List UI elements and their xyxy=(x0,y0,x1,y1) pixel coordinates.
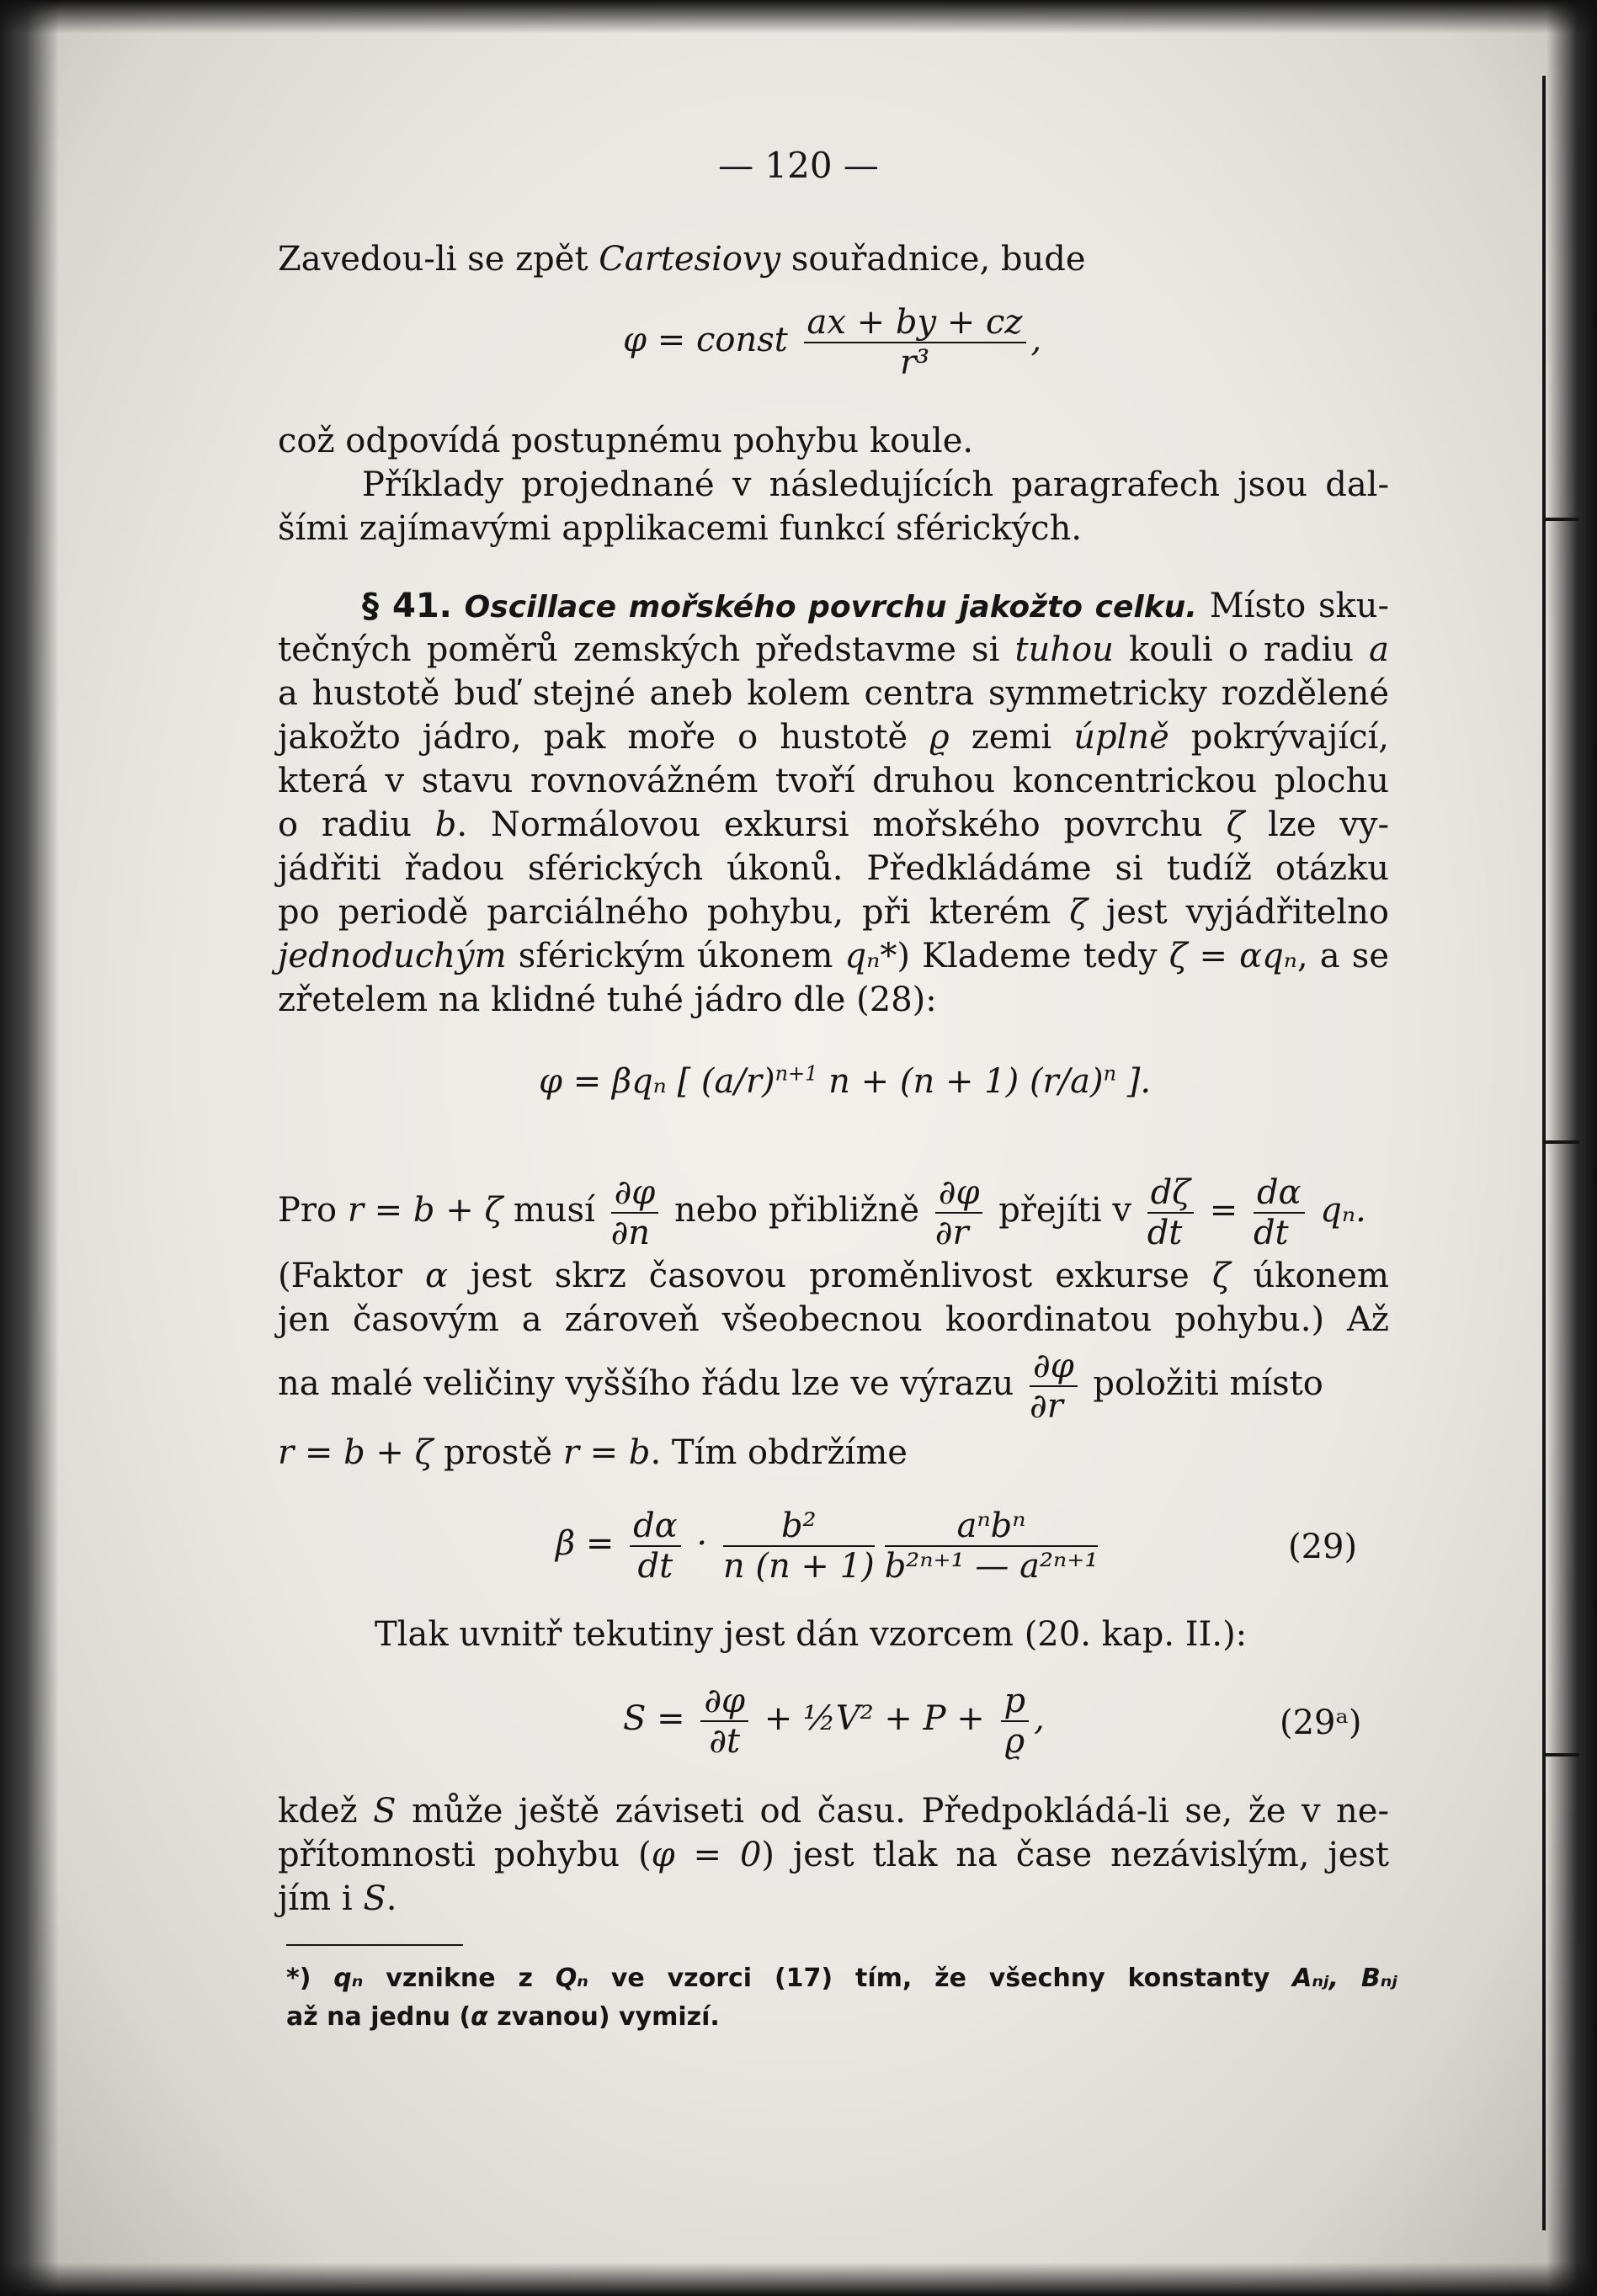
scan-shadow-right xyxy=(1546,0,1597,2296)
text-line: jednoduchým sférickým úkonem qₙ*) Klademe tedy ζ = αqₙ, a se xyxy=(278,937,1389,975)
text-line: která v stavu rovnovážném tvoří druhou koncentrickou plochu xyxy=(278,762,1389,800)
text-line: Tlak uvnitř tekutiny jest dán vzorcem (20. kap. II.): xyxy=(375,1615,1248,1654)
text-line: zřetelem na klidné tuhé jádro dle (28): xyxy=(278,981,937,1019)
binding-tick xyxy=(1546,1140,1579,1144)
text-line: Pro r = b + ζ musí $\frac{\partial\varphi}{\partial n}$ nebo přibližně $\frac{\partial\varphi}{\partial r}$ přejíti v $\frac{d\zeta}{dt}$ = $\frac{d\alpha}{dt}$ qₙ. xyxy=(278,1173,1366,1252)
text-line: (Faktor α jest skrz časovou proměnlivost exkurse ζ úkonem xyxy=(278,1257,1389,1295)
text-line: šími zajímavými applikacemi funkcí sférických. xyxy=(278,509,1083,548)
text-line: na malé veličiny vyššího řádu lze ve výrazu $\frac{\partial\varphi}{\partial r}$ položiti místo xyxy=(278,1347,1323,1426)
text-line: r = b + ζ prostě r = b. Tím obdržíme xyxy=(278,1433,908,1472)
text-line: Příklady projednané v následujících paragrafech jsou dal- xyxy=(362,465,1389,504)
text-line: po periodě parciálného pohybu, při kterém ζ jest vyjádřitelno xyxy=(278,893,1389,932)
scan-shadow-left xyxy=(0,0,59,2296)
text-line: což odpovídá postupnému pohybu koule. xyxy=(278,422,974,460)
text-line: jádřiti řadou sférických úkonů. Předkládáme si tudíž otázku xyxy=(278,849,1389,888)
text-line: a hustotě buď stejné aneb kolem centra symmetricky rozdělené xyxy=(278,674,1389,713)
footnote-rule xyxy=(286,1944,463,1946)
text-line: tečných poměrů zemských představme si tuhou kouli o radiu a xyxy=(278,630,1389,669)
binding-rule xyxy=(1542,76,1546,2230)
text-line: jím i S. xyxy=(278,1879,397,1918)
text-line: Zavedou-li se zpět Cartesiovy souřadnice, bude xyxy=(278,240,1086,279)
equation-number: (29ᵃ) xyxy=(1280,1703,1362,1742)
page-number: — 120 — xyxy=(718,145,879,186)
binding-tick xyxy=(1546,518,1579,521)
equation-2: φ = βqₙ [ $(a/r)^{n+1}$ n + (n + 1) $(r/a)^n$ ]. xyxy=(539,1061,1152,1101)
text-line: kdež S může ještě záviseti od času. Předpokládá-li se, že v ne- xyxy=(278,1792,1389,1831)
section-heading: § 41. Oscillace mořského povrchu jakožto celku. Místo sku- xyxy=(362,587,1389,625)
equation-29a: S = $\frac{\partial\varphi}{\partial t}$ + ½V² + P + $\frac{p}{ϱ}$ , xyxy=(623,1682,1045,1761)
text-line: jen časovým a zároveň všeobecnou koordinatou pohybu.) Až xyxy=(278,1300,1389,1339)
equation-number: (29) xyxy=(1288,1528,1358,1566)
footnote-line: *) qₙ vznikne z Qₙ ve vzorci (17) tím, že všechny konstanty Aₙⱼ, Bₙⱼ xyxy=(286,1964,1398,1993)
scan-shadow-top xyxy=(0,0,1597,34)
equation-29: β = $\frac{d\alpha}{dt}$ · $\frac{\text{b²}}{n (n + 1)}$ $\frac{\text{aⁿbⁿ}}{\text{b²ⁿ⁺¹ — a²ⁿ⁺¹}}$ xyxy=(556,1507,1099,1586)
text-line: jakožto jádro, pak moře o hustotě ϱ zemi úplně pokrývající, xyxy=(278,718,1389,757)
footnote-line: až na jednu (α zvanou) vymizí. xyxy=(286,2002,720,2032)
equation-1: φ = const $\frac{ax + by + cz}{\text{r³}}$ , xyxy=(623,303,1042,382)
text-line: o radiu b. Normálovou exkursi mořského povrchu ζ lze vy- xyxy=(278,805,1390,844)
binding-tick xyxy=(1546,1753,1579,1757)
scan-shadow-bottom xyxy=(0,2262,1597,2296)
text-line: přítomnosti pohybu (φ = 0) jest tlak na čase nezávislým, jest xyxy=(278,1836,1389,1874)
